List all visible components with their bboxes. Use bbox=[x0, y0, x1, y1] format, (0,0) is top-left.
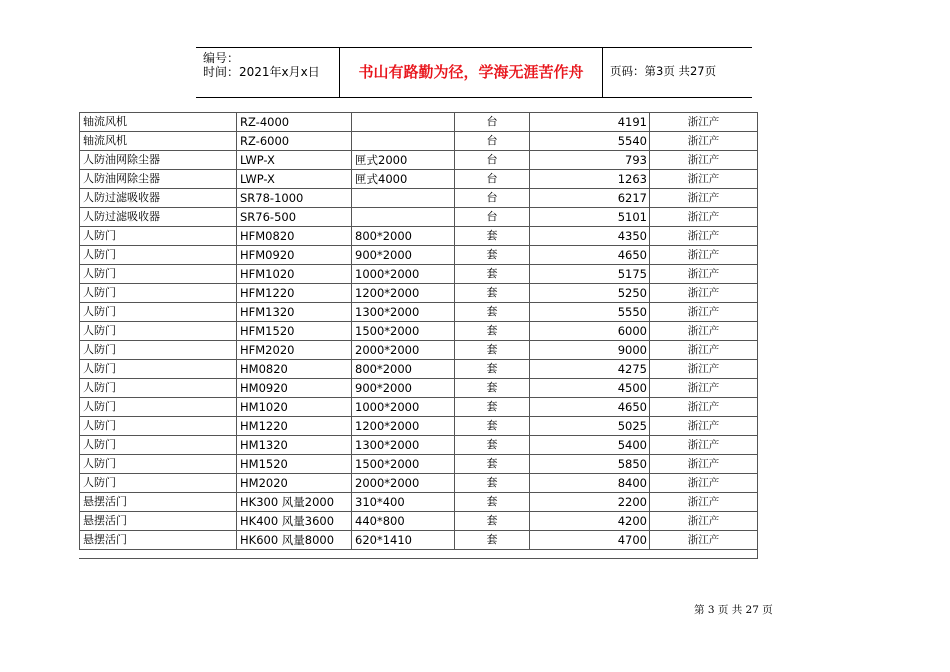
unit-cell: 台 bbox=[455, 170, 530, 189]
item-name-cell: 人防门 bbox=[80, 417, 237, 436]
header-top-rule bbox=[196, 47, 752, 48]
model-cell: HFM1520 bbox=[237, 322, 352, 341]
unit-cell: 套 bbox=[455, 512, 530, 531]
origin-cell: 浙江产 bbox=[650, 417, 758, 436]
model-cell: HFM2020 bbox=[237, 341, 352, 360]
unit-cell: 套 bbox=[455, 436, 530, 455]
spec-cell: 310*400 bbox=[352, 493, 455, 512]
unit-cell: 台 bbox=[455, 132, 530, 151]
model-cell: HFM1220 bbox=[237, 284, 352, 303]
price-cell: 4200 bbox=[530, 512, 650, 531]
table-row bbox=[80, 227, 758, 246]
spec-cell: 1000*2000 bbox=[352, 398, 455, 417]
item-name-cell: 人防门 bbox=[80, 265, 237, 284]
item-name-cell: 人防油网除尘器 bbox=[80, 170, 237, 189]
table-row bbox=[80, 455, 758, 474]
origin-cell: 浙江产 bbox=[650, 170, 758, 189]
unit-cell: 套 bbox=[455, 227, 530, 246]
origin-cell: 浙江产 bbox=[650, 379, 758, 398]
header-motto: 书山有路勤为径，学海无涯苦作舟 bbox=[358, 63, 584, 81]
model-cell: RZ-6000 bbox=[237, 132, 352, 151]
spec-cell: 620*1410 bbox=[352, 531, 455, 550]
price-cell: 6217 bbox=[530, 189, 650, 208]
origin-cell: 浙江产 bbox=[650, 265, 758, 284]
price-cell: 4350 bbox=[530, 227, 650, 246]
unit-cell: 台 bbox=[455, 208, 530, 227]
model-cell: RZ-4000 bbox=[237, 113, 352, 132]
table-row bbox=[80, 417, 758, 436]
spec-cell: 1200*2000 bbox=[352, 284, 455, 303]
spec-cell bbox=[352, 113, 455, 132]
origin-cell: 浙江产 bbox=[650, 474, 758, 493]
table-row bbox=[80, 531, 758, 550]
table-row bbox=[80, 284, 758, 303]
price-table bbox=[79, 112, 758, 550]
table-row bbox=[80, 208, 758, 227]
table-row bbox=[80, 512, 758, 531]
table-row bbox=[80, 379, 758, 398]
time-label: 时间：2021年x月x日 bbox=[203, 65, 320, 79]
unit-cell: 套 bbox=[455, 531, 530, 550]
footer-page-number: 第 3 页 共 27 页 bbox=[694, 604, 773, 616]
price-cell: 4650 bbox=[530, 246, 650, 265]
unit-cell: 台 bbox=[455, 113, 530, 132]
table-row bbox=[80, 189, 758, 208]
model-cell: HK300 风量2000 bbox=[237, 493, 352, 512]
model-cell: HK600 风量8000 bbox=[237, 531, 352, 550]
spec-cell: 1300*2000 bbox=[352, 303, 455, 322]
item-name-cell: 人防门 bbox=[80, 360, 237, 379]
origin-cell: 浙江产 bbox=[650, 246, 758, 265]
item-name-cell: 人防门 bbox=[80, 227, 237, 246]
item-name-cell: 轴流风机 bbox=[80, 113, 237, 132]
price-cell: 5400 bbox=[530, 436, 650, 455]
item-name-cell: 人防门 bbox=[80, 379, 237, 398]
table-row bbox=[80, 265, 758, 284]
spec-cell: 1500*2000 bbox=[352, 322, 455, 341]
table-row bbox=[80, 322, 758, 341]
origin-cell: 浙江产 bbox=[650, 398, 758, 417]
spec-cell: 匣式2000 bbox=[352, 151, 455, 170]
unit-cell: 套 bbox=[455, 246, 530, 265]
origin-cell: 浙江产 bbox=[650, 227, 758, 246]
price-cell: 1263 bbox=[530, 170, 650, 189]
price-cell: 9000 bbox=[530, 341, 650, 360]
unit-cell: 套 bbox=[455, 493, 530, 512]
unit-cell: 台 bbox=[455, 189, 530, 208]
unit-cell: 套 bbox=[455, 417, 530, 436]
unit-cell: 套 bbox=[455, 360, 530, 379]
model-cell: LWP-X bbox=[237, 151, 352, 170]
item-name-cell: 人防门 bbox=[80, 398, 237, 417]
origin-cell: 浙江产 bbox=[650, 322, 758, 341]
unit-cell: 套 bbox=[455, 303, 530, 322]
table-row bbox=[80, 170, 758, 189]
table-row bbox=[80, 474, 758, 493]
model-cell: HM1220 bbox=[237, 417, 352, 436]
unit-cell: 套 bbox=[455, 474, 530, 493]
item-name-cell: 悬摆活门 bbox=[80, 512, 237, 531]
spec-cell: 1300*2000 bbox=[352, 436, 455, 455]
table-row bbox=[80, 113, 758, 132]
origin-cell: 浙江产 bbox=[650, 360, 758, 379]
unit-cell: 套 bbox=[455, 398, 530, 417]
origin-cell: 浙江产 bbox=[650, 284, 758, 303]
table-row bbox=[80, 151, 758, 170]
unit-cell: 套 bbox=[455, 379, 530, 398]
model-cell: HM1320 bbox=[237, 436, 352, 455]
origin-cell: 浙江产 bbox=[650, 189, 758, 208]
price-table-body bbox=[80, 113, 758, 550]
item-name-cell: 人防过滤吸收器 bbox=[80, 189, 237, 208]
number-label: 编号： bbox=[203, 51, 240, 65]
origin-cell: 浙江产 bbox=[650, 303, 758, 322]
header-divider-left bbox=[339, 47, 340, 97]
item-name-cell: 人防门 bbox=[80, 284, 237, 303]
item-name-cell: 人防门 bbox=[80, 303, 237, 322]
item-name-cell: 人防门 bbox=[80, 455, 237, 474]
spec-cell: 2000*2000 bbox=[352, 474, 455, 493]
model-cell: HM2020 bbox=[237, 474, 352, 493]
model-cell: HM0820 bbox=[237, 360, 352, 379]
model-cell: HFM0920 bbox=[237, 246, 352, 265]
header-meta bbox=[203, 51, 320, 79]
table-row bbox=[80, 246, 758, 265]
model-cell: HFM1320 bbox=[237, 303, 352, 322]
origin-cell: 浙江产 bbox=[650, 455, 758, 474]
spec-cell bbox=[352, 189, 455, 208]
spec-cell: 匣式4000 bbox=[352, 170, 455, 189]
price-cell: 5250 bbox=[530, 284, 650, 303]
item-name-cell: 人防门 bbox=[80, 322, 237, 341]
model-cell: HK400 风量3600 bbox=[237, 512, 352, 531]
table-row bbox=[80, 398, 758, 417]
origin-cell: 浙江产 bbox=[650, 531, 758, 550]
price-cell: 5550 bbox=[530, 303, 650, 322]
price-cell: 5850 bbox=[530, 455, 650, 474]
model-cell: SR76-500 bbox=[237, 208, 352, 227]
table-outer-right-border bbox=[757, 112, 758, 559]
price-cell: 5101 bbox=[530, 208, 650, 227]
table-row bbox=[80, 493, 758, 512]
model-cell: HM0920 bbox=[237, 379, 352, 398]
price-cell: 4700 bbox=[530, 531, 650, 550]
origin-cell: 浙江产 bbox=[650, 113, 758, 132]
spec-cell: 1200*2000 bbox=[352, 417, 455, 436]
item-name-cell: 人防门 bbox=[80, 436, 237, 455]
spec-cell bbox=[352, 208, 455, 227]
item-name-cell: 人防门 bbox=[80, 474, 237, 493]
spec-cell: 800*2000 bbox=[352, 227, 455, 246]
spec-cell: 900*2000 bbox=[352, 246, 455, 265]
unit-cell: 套 bbox=[455, 455, 530, 474]
item-name-cell: 悬摆活门 bbox=[80, 531, 237, 550]
unit-cell: 台 bbox=[455, 151, 530, 170]
table-row bbox=[80, 303, 758, 322]
price-cell: 8400 bbox=[530, 474, 650, 493]
spec-cell: 800*2000 bbox=[352, 360, 455, 379]
model-cell: HFM1020 bbox=[237, 265, 352, 284]
price-cell: 5025 bbox=[530, 417, 650, 436]
table-row bbox=[80, 360, 758, 379]
item-name-cell: 人防过滤吸收器 bbox=[80, 208, 237, 227]
price-cell: 4500 bbox=[530, 379, 650, 398]
spec-cell: 1000*2000 bbox=[352, 265, 455, 284]
table-row bbox=[80, 341, 758, 360]
table-row bbox=[80, 436, 758, 455]
model-cell: SR78-1000 bbox=[237, 189, 352, 208]
price-cell: 5540 bbox=[530, 132, 650, 151]
origin-cell: 浙江产 bbox=[650, 436, 758, 455]
item-name-cell: 轴流风机 bbox=[80, 132, 237, 151]
unit-cell: 套 bbox=[455, 284, 530, 303]
spec-cell: 2000*2000 bbox=[352, 341, 455, 360]
model-cell: HM1020 bbox=[237, 398, 352, 417]
origin-cell: 浙江产 bbox=[650, 341, 758, 360]
table-outer-bottom-border bbox=[79, 558, 758, 559]
model-cell: HFM0820 bbox=[237, 227, 352, 246]
price-cell: 793 bbox=[530, 151, 650, 170]
table-row bbox=[80, 132, 758, 151]
spec-cell: 440*800 bbox=[352, 512, 455, 531]
item-name-cell: 悬摆活门 bbox=[80, 493, 237, 512]
item-name-cell: 人防门 bbox=[80, 341, 237, 360]
spec-cell: 900*2000 bbox=[352, 379, 455, 398]
price-cell: 4650 bbox=[530, 398, 650, 417]
unit-cell: 套 bbox=[455, 341, 530, 360]
price-cell: 4191 bbox=[530, 113, 650, 132]
origin-cell: 浙江产 bbox=[650, 208, 758, 227]
unit-cell: 套 bbox=[455, 322, 530, 341]
price-cell: 6000 bbox=[530, 322, 650, 341]
price-cell: 4275 bbox=[530, 360, 650, 379]
price-cell: 5175 bbox=[530, 265, 650, 284]
item-name-cell: 人防油网除尘器 bbox=[80, 151, 237, 170]
origin-cell: 浙江产 bbox=[650, 493, 758, 512]
spec-cell bbox=[352, 132, 455, 151]
model-cell: HM1520 bbox=[237, 455, 352, 474]
header-divider-right bbox=[602, 47, 603, 97]
spec-cell: 1500*2000 bbox=[352, 455, 455, 474]
origin-cell: 浙江产 bbox=[650, 132, 758, 151]
price-cell: 2200 bbox=[530, 493, 650, 512]
origin-cell: 浙江产 bbox=[650, 512, 758, 531]
origin-cell: 浙江产 bbox=[650, 151, 758, 170]
unit-cell: 套 bbox=[455, 265, 530, 284]
header-bottom-rule bbox=[196, 97, 752, 98]
model-cell: LWP-X bbox=[237, 170, 352, 189]
header-page-code: 页码：第3页 共27页 bbox=[610, 64, 717, 78]
item-name-cell: 人防门 bbox=[80, 246, 237, 265]
